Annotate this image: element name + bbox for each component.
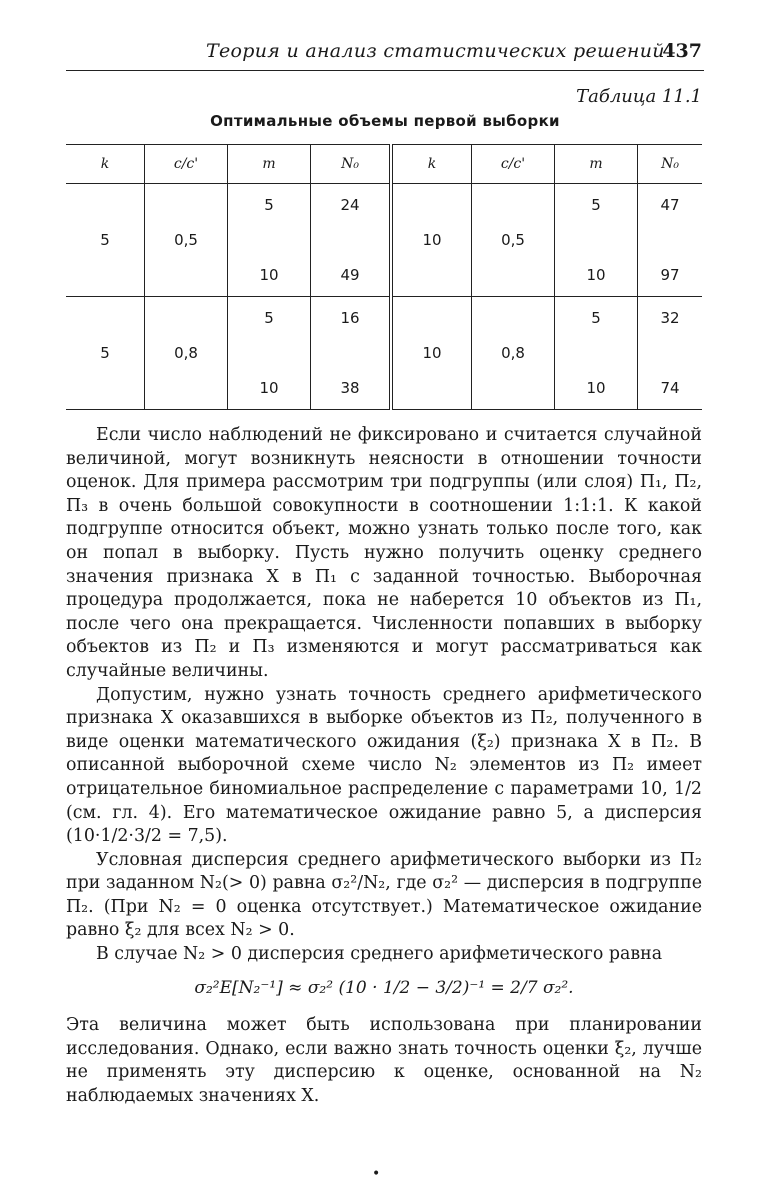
cell-n0 bbox=[311, 184, 392, 297]
cell-value: 10 bbox=[586, 266, 606, 284]
col-header-m: m bbox=[228, 145, 311, 184]
cell-value: 47 bbox=[660, 196, 680, 214]
optimal-sample-table bbox=[66, 144, 702, 410]
cell-n0 bbox=[311, 297, 392, 410]
cell-n0 bbox=[638, 297, 703, 410]
cell-cost-ratio: 0,5 bbox=[472, 184, 555, 297]
cell-value: 5 bbox=[591, 196, 601, 214]
cell-cost-ratio: 0,5 bbox=[145, 184, 228, 297]
cell-value: 5 bbox=[264, 309, 274, 327]
cell-value: 5 bbox=[591, 309, 601, 327]
body-text bbox=[66, 424, 702, 1109]
col-header-m: m bbox=[555, 145, 638, 184]
cell-n0 bbox=[638, 184, 703, 297]
variance-formula: σ₂²E[N₂⁻¹] ≈ σ₂² (10 · 1/2 − 3/2)⁻¹ = 2/7 σ₂². bbox=[194, 977, 574, 998]
paragraph: Эта величина может быть использована при планировании исследования. Однако, если важно знать точность оценки ξ₂, лучше не применять эту дисперсию к оценке, основанной на N₂ наблюдаемых значениях X. bbox=[66, 1015, 702, 1107]
cell-k: 10 bbox=[391, 297, 472, 410]
cell-cost-ratio: 0,8 bbox=[472, 297, 555, 410]
running-title: Теория и анализ статистических решений bbox=[206, 40, 665, 62]
table-row bbox=[66, 184, 702, 297]
cell-value: 10 bbox=[586, 379, 606, 397]
cell-m bbox=[555, 184, 638, 297]
cell-value: 10 bbox=[259, 379, 279, 397]
cell-value: 97 bbox=[660, 266, 680, 284]
col-header-k: k bbox=[391, 145, 472, 184]
cell-k: 10 bbox=[391, 184, 472, 297]
cell-value: 10 bbox=[259, 266, 279, 284]
table-title: Оптимальные объемы первой выборки bbox=[210, 112, 560, 130]
cell-value: 16 bbox=[340, 309, 360, 327]
col-header-n0: N₀ bbox=[638, 145, 703, 184]
footer-mark: • bbox=[372, 1166, 381, 1182]
cell-m bbox=[228, 297, 311, 410]
cell-cost-ratio: 0,8 bbox=[145, 297, 228, 410]
cell-k: 5 bbox=[66, 297, 145, 410]
cell-value: 5 bbox=[264, 196, 274, 214]
cell-m bbox=[555, 297, 638, 410]
paragraph: Условная дисперсия среднего арифметического выборки из Π₂ при заданном N₂(> 0) равна σ₂²/N₂, где σ₂² — дисперсия в подгруппе Π₂. (При N₂ = 0 оценка отсутствует.) Математическое ожидание равно ξ₂ для всех N₂ > 0. bbox=[66, 849, 702, 941]
cell-k: 5 bbox=[66, 184, 145, 297]
table-header-row bbox=[66, 145, 702, 184]
table-row bbox=[66, 297, 702, 410]
cell-value: 49 bbox=[340, 266, 360, 284]
col-header-k: k bbox=[66, 145, 145, 184]
paragraph: В случае N₂ > 0 дисперсия среднего арифметического равна bbox=[96, 944, 663, 965]
cell-value: 24 bbox=[340, 196, 360, 214]
table-label: Таблица 11.1 bbox=[576, 86, 702, 107]
col-header-n0: N₀ bbox=[311, 145, 392, 184]
col-header-cost-ratio: c/c' bbox=[145, 145, 228, 184]
paragraph: Допустим, нужно узнать точность среднего арифметического признака X оказавшихся в выборке объектов из Π₂, полученного в виде оценки математического ожидания (ξ₂) признака X в Π₂. В описанной выборочной схеме число N₂ элементов из Π₂ имеет отрицательное биномиальное распределение с параметрами 10, 1/2 (см. гл. 4). Его математическое ожидание равно 5, а дисперсия (10·1/2·3/2 = 7,5). bbox=[66, 684, 702, 847]
col-header-cost-ratio: c/c' bbox=[472, 145, 555, 184]
running-header bbox=[66, 40, 704, 71]
cell-value: 38 bbox=[340, 379, 360, 397]
cell-m bbox=[228, 184, 311, 297]
cell-value: 32 bbox=[660, 309, 680, 327]
page-number: 437 bbox=[662, 40, 702, 62]
cell-value: 74 bbox=[660, 379, 680, 397]
paragraph: Если число наблюдений не фиксировано и считается случайной величиной, могут возникнуть неясности в отношении точности оценок. Для примера рассмотрим три подгруппы (или слоя) Π₁, Π₂, Π₃ в очень большой совокупности в соотношении 1:1:1. К какой подгруппе относится объект, можно узнать только после того, как он попал в выборку. Пусть нужно получить оценку среднего значения признака X в Π₁ с заданной точностью. Выборочная процедура продолжается, пока не наберется 10 объектов из Π₁, после чего она прекращается. Численности попавших в выборку объектов из Π₂ и Π₃ изменяются и могут рассматриваться как случайные величины. bbox=[66, 425, 702, 681]
